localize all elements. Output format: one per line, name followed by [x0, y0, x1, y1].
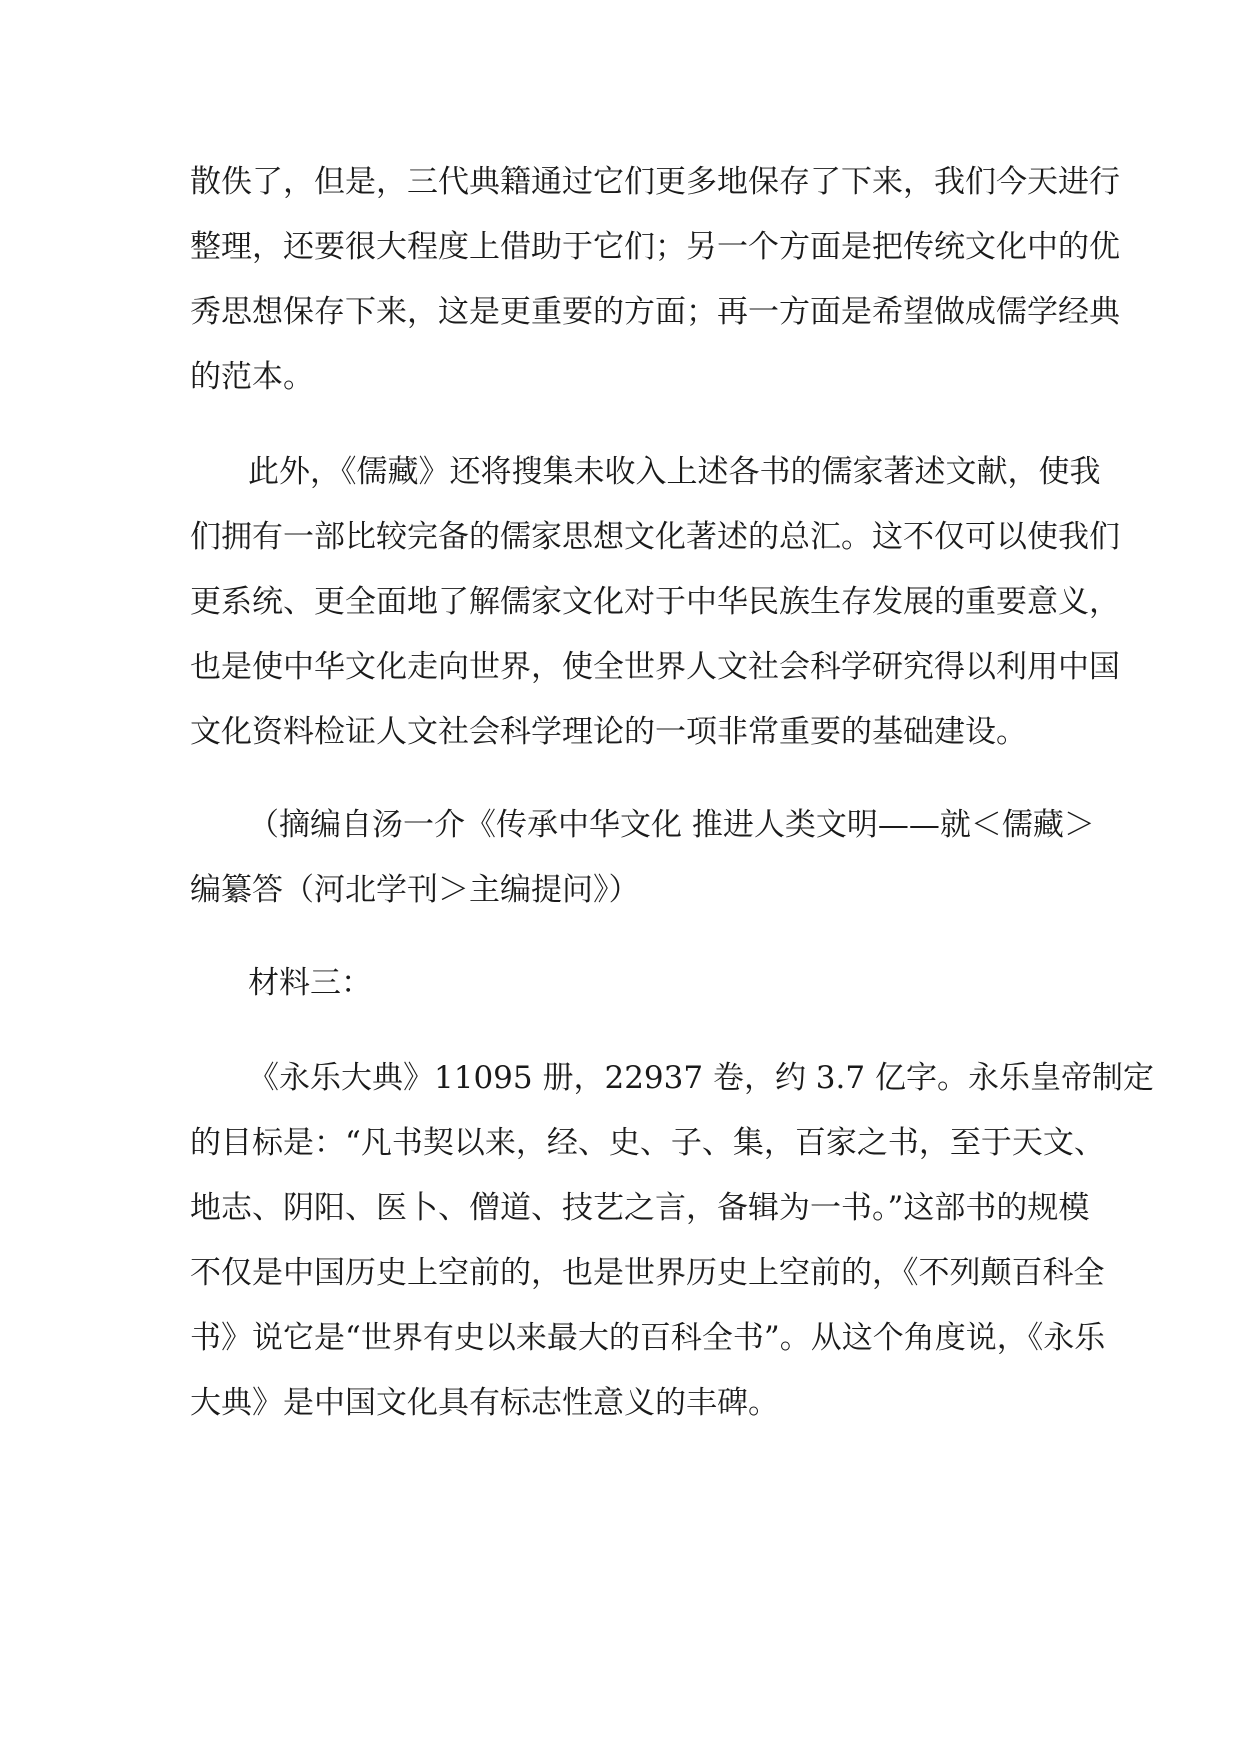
text-line: 秀思想保存下来，这是更重要的方面；再一方面是希望做成儒学经典	[190, 294, 1120, 330]
citation-line: 编纂答（河北学刊＞主编提问》）	[190, 872, 640, 908]
text-line: 也是使中华文化走向世界，使全世界人文社会科学研究得以利用中国	[190, 649, 1120, 685]
text-line: 散佚了，但是，三代典籍通过它们更多地保存了下来，我们今天进行	[190, 164, 1120, 200]
text-line: 的目标是：“凡书契以来，经、史、子、集，百家之书，至于天文、	[190, 1125, 1105, 1161]
text-line: 的范本。	[190, 359, 314, 395]
text-line: 此外，《儒藏》还将搜集未收入上述各书的儒家著述文献，使我	[248, 454, 1101, 490]
text-line: 《永乐大典》11095 册，22937 卷，约 3.7 亿字。永乐皇帝制定	[248, 1060, 1154, 1096]
citation-line: （摘编自汤一介《传承中华文化 推进人类文明——就＜儒藏＞	[248, 807, 1095, 843]
text-line: 大典》是中国文化具有标志性意义的丰碑。	[190, 1385, 779, 1421]
text-line: 整理，还要很大程度上借助于它们；另一个方面是把传统文化中的优	[190, 229, 1120, 265]
text-line: 地志、阴阳、医卜、僧道、技艺之言，备辑为一书。”这部书的规模	[190, 1190, 1090, 1226]
text-line: 不仅是中国历史上空前的，也是世界历史上空前的，《不列颠百科全	[190, 1255, 1105, 1291]
text-line: 书》说它是“世界有史以来最大的百科全书”。从这个角度说，《永乐	[190, 1320, 1106, 1356]
text-line: 们拥有一部比较完备的儒家思想文化著述的总汇。这不仅可以使我们	[190, 519, 1120, 555]
text-line: 更系统、更全面地了解儒家文化对于中华民族生存发展的重要意义，	[190, 584, 1120, 620]
section-heading: 材料三：	[248, 965, 372, 1001]
text-line: 文化资料检证人文社会科学理论的一项非常重要的基础建设。	[190, 714, 1027, 750]
